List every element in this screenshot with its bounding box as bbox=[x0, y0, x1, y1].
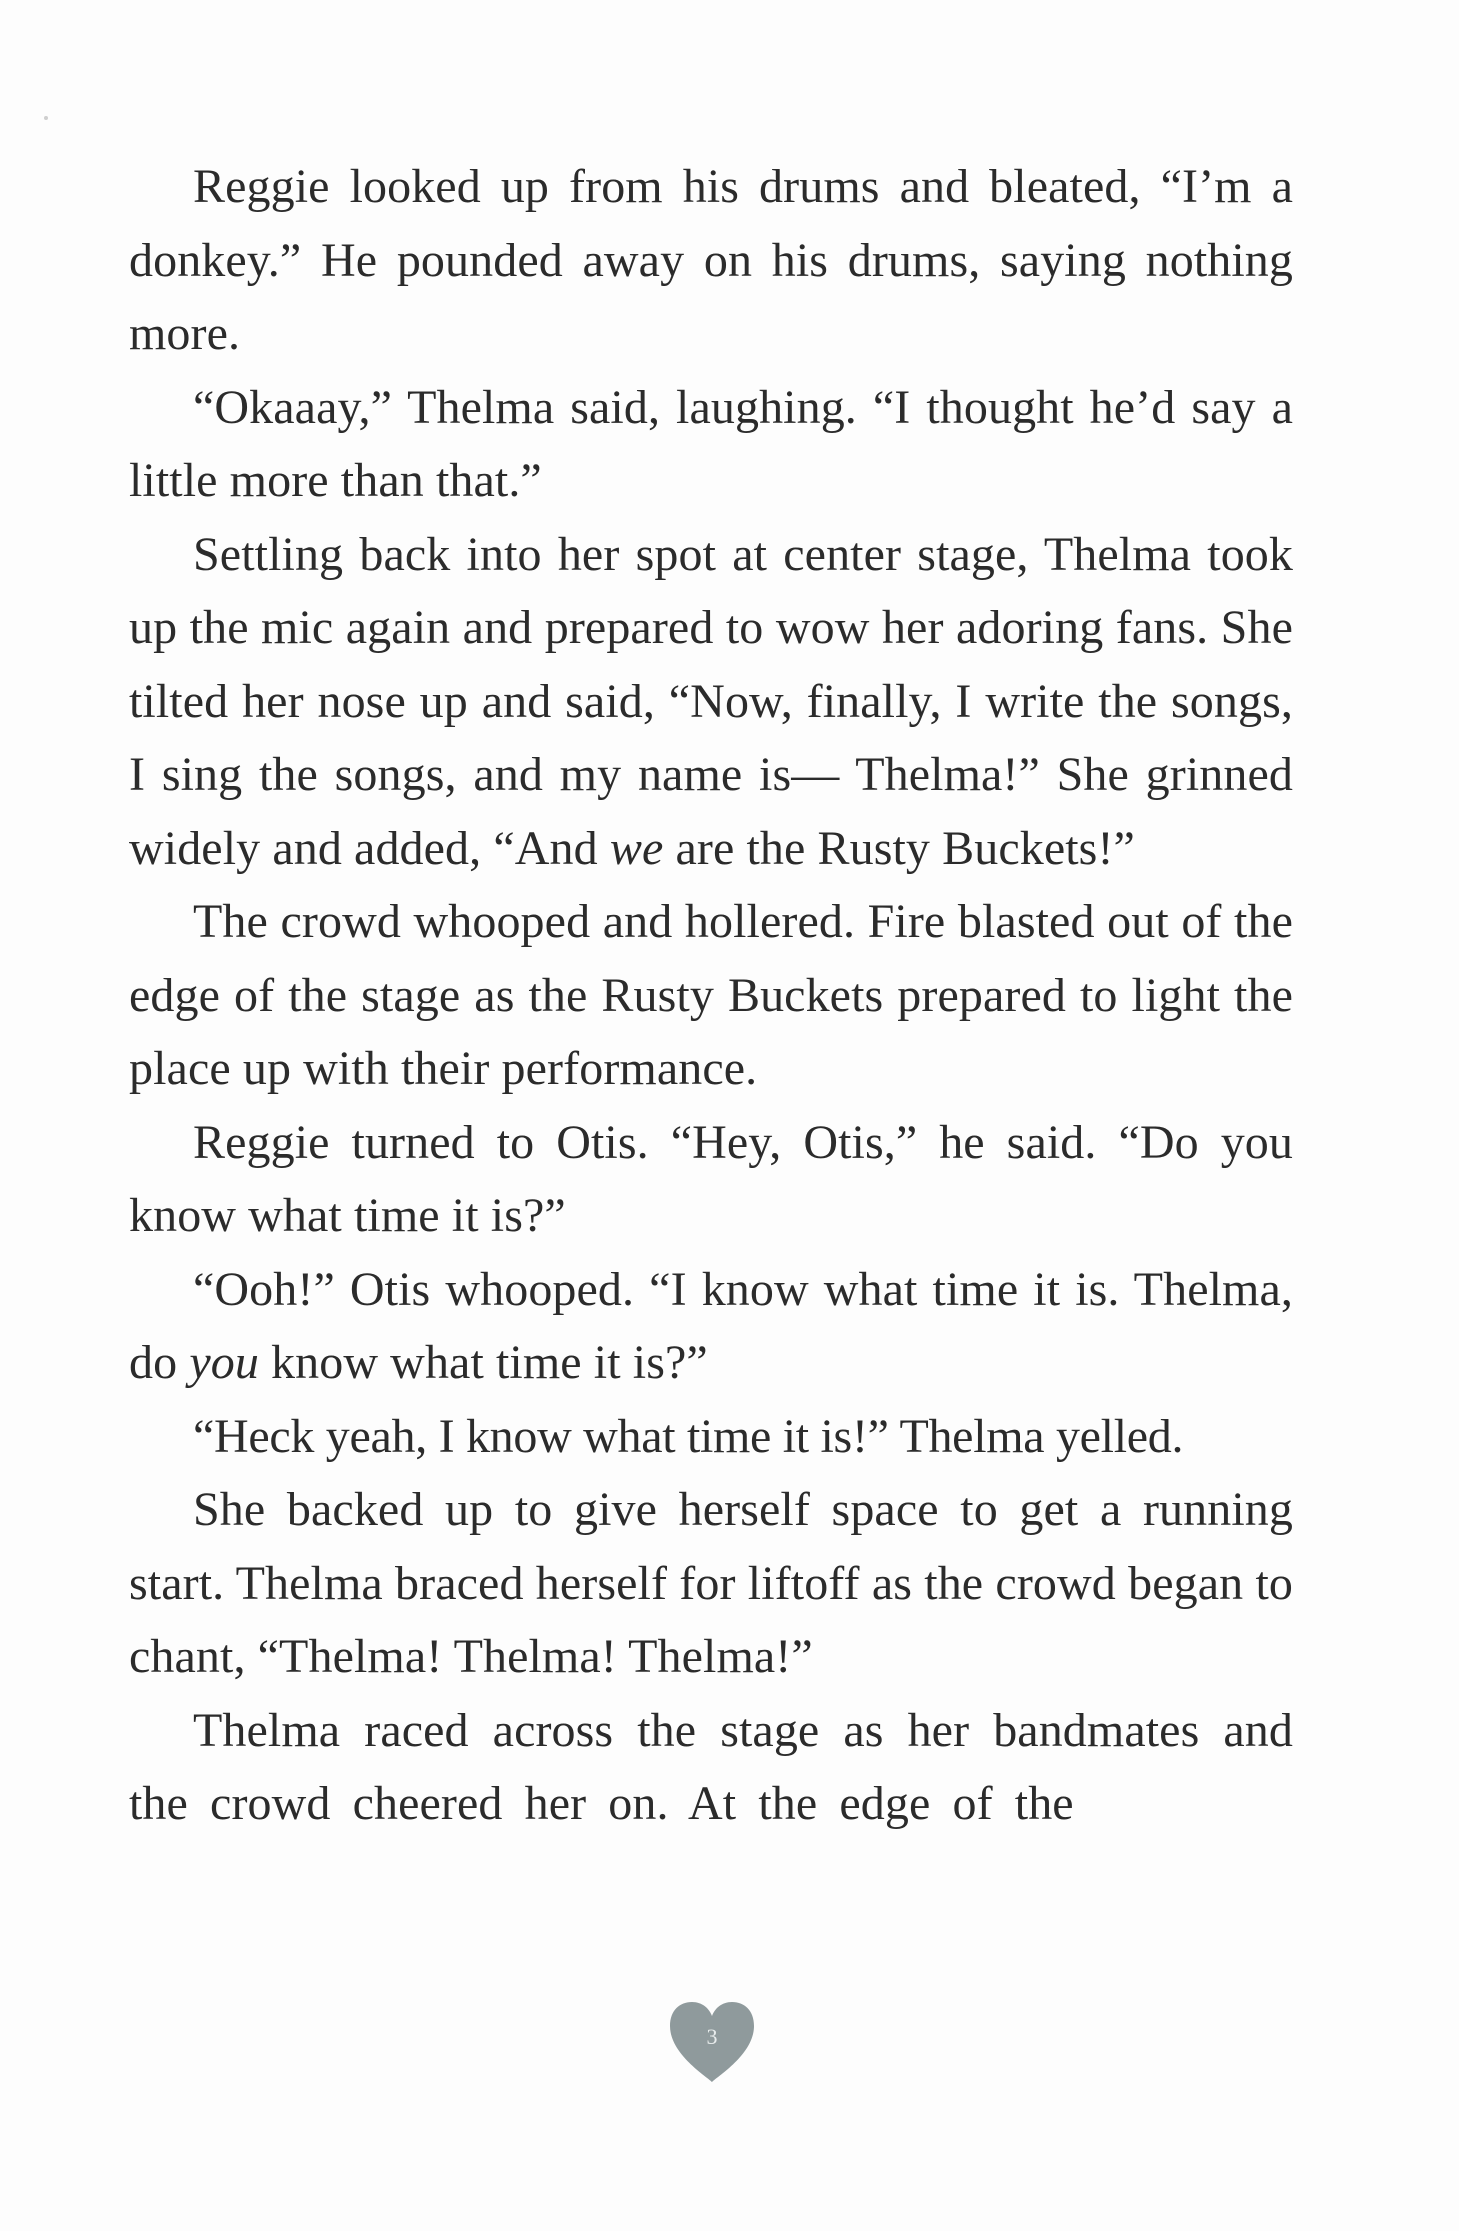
paragraph-6-text: “Ooh!” Otis whooped. “I know what time it is. Thelma, do bbox=[129, 1262, 1293, 1389]
paragraph-9: Thelma raced across the stage as her bandmates and the crowd cheered her on. At the edge of the bbox=[129, 1703, 1293, 1830]
paragraph-1: Reggie looked up from his drums and bleated, “I’m a donkey.” He pounded away on his drums, saying nothing more. bbox=[129, 160, 1293, 360]
page-number: 3 bbox=[706, 2024, 718, 2049]
paragraph-3-italic: we bbox=[609, 821, 664, 875]
paper-speck bbox=[44, 116, 48, 120]
body-text bbox=[129, 150, 1293, 1841]
paragraph-3-text: Settling back into her spot at center stage, Thelma took up the mic again and prepared to wow her adoring fans. She tilted her nose up and said, “Now, finally, I write the songs, I sing the songs, and my name is— Thelma!” She grinned widely and added, “And bbox=[129, 527, 1293, 875]
paragraph-6-tail: know what time it is?” bbox=[258, 1336, 708, 1389]
paragraph-4: The crowd whooped and hollered. Fire blasted out of the edge of the stage as the Rusty Buckets prepared to light the place up with their performance. bbox=[129, 895, 1293, 1095]
paragraph-6-italic: you bbox=[189, 1336, 259, 1389]
paragraph-6 bbox=[129, 1253, 1293, 1400]
paragraph-7: “Heck yeah, I know what time it is!” Thelma yelled. bbox=[193, 1409, 1184, 1463]
paragraph-5: Reggie turned to Otis. “Hey, Otis,” he said. “Do you know what time it is?” bbox=[129, 1115, 1293, 1242]
paragraph-2: “Okaaay,” Thelma said, laughing. “I thought he’d say a little more than that.” bbox=[129, 380, 1293, 507]
paragraph-3-tail: are the Rusty Buckets!” bbox=[663, 821, 1135, 875]
paragraph-3 bbox=[129, 518, 1293, 886]
page-number-heart bbox=[666, 1998, 758, 2084]
paragraph-8: She backed up to give herself space to get a running start. Thelma braced herself for liftoff as the crowd began to chant, “Thelma! Thelma! Thelma!” bbox=[129, 1483, 1293, 1683]
